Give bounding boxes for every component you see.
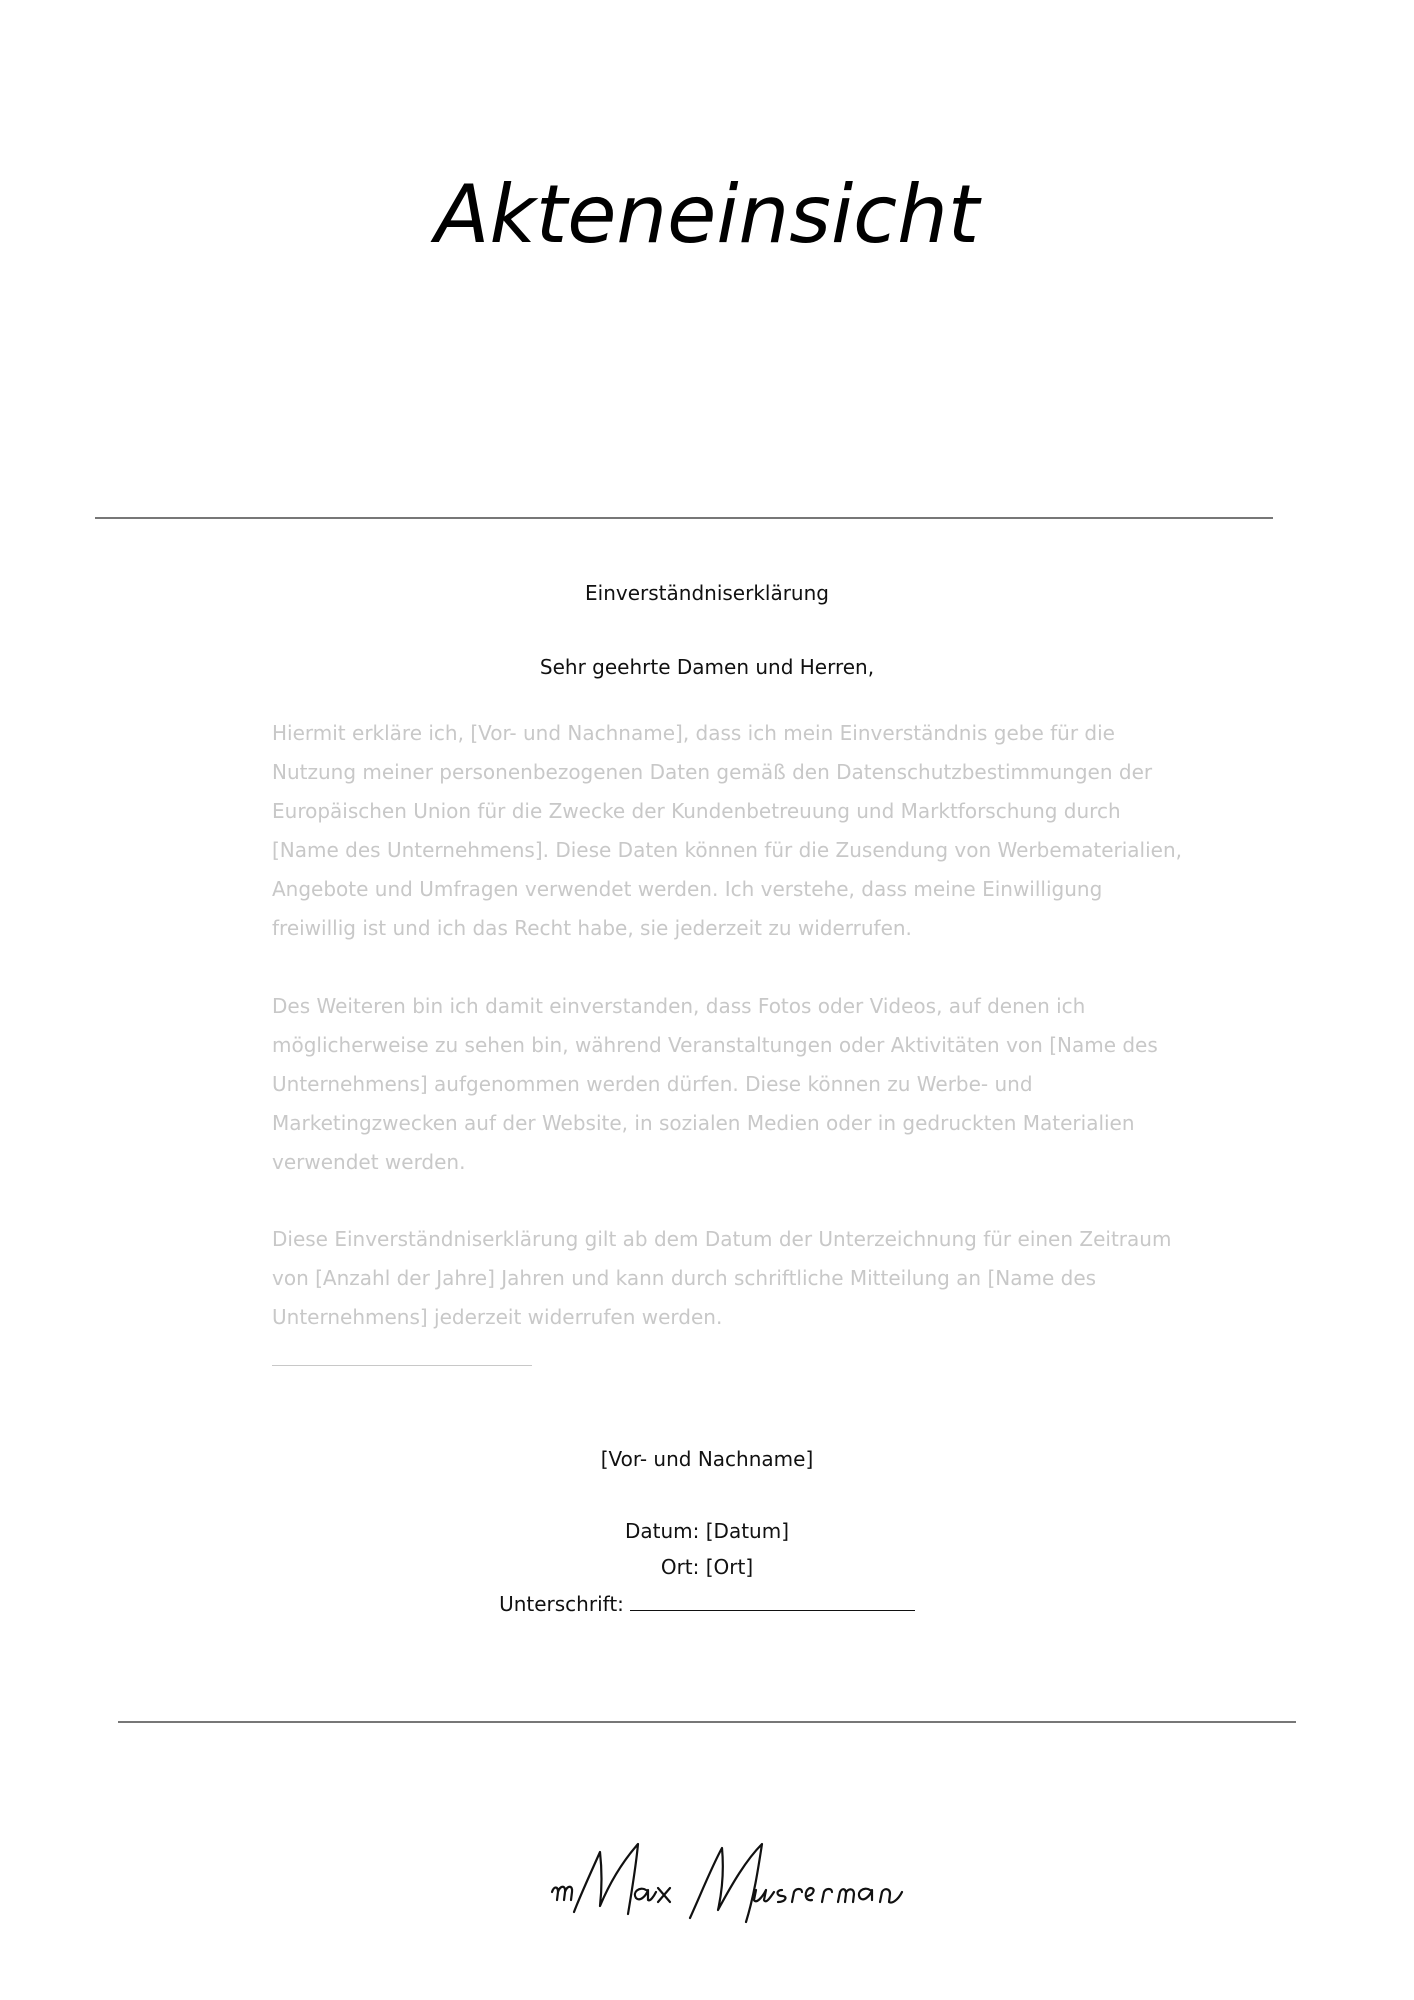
top-divider (95, 517, 1273, 519)
paragraph-2-text: Des Weiteren bin ich damit einverstanden, dass Fotos oder Videos, auf denen ich möglicherweise zu sehen bin, während Veranstaltungen oder Aktivitäten von [Name des Unternehmens] aufgenommen werden dürfen. Diese können zu Werbe- und Marketingzwecken auf der Website, in sozialen Medien oder in gedruckten Materialien verwendet werden. (272, 994, 1158, 1174)
signature-row (0, 1590, 1414, 1618)
signature-blank-field[interactable] (630, 1590, 915, 1611)
paragraph-1 (272, 714, 1192, 948)
name-placeholder: [Vor- und Nachname] (600, 1447, 814, 1471)
paragraph-3-text: Diese Einverständniserklärung gilt ab dem Datum der Unterzeichnung für einen Zeitraum von [Anzahl der Jahre] Jahren und kann durch schriftliche Mitteilung an [Name des Unternehmens] jederzeit widerrufen werden. (272, 1227, 1172, 1329)
salutation: Sehr geehrte Damen und Herren, (539, 655, 875, 679)
document-title: Akteneinsicht (434, 168, 980, 261)
place-line: Ort: [Ort] (660, 1555, 754, 1579)
paragraph-3 (272, 1220, 1192, 1337)
paragraph-1-text: Hiermit erkläre ich, [Vor- und Nachname], dass ich mein Einverständnis gebe für die Nutzung meiner personenbezogenen Daten gemäß den Datenschutzbestimmungen der Europäischen Union für die Zwecke der Kundenbetreuung und Marktforschung durch [Name des Unternehmens]. Diese Daten können für die Zusendung von Werbematerialien, Angebote und Umfragen verwendet werden. Ich verstehe, dass meine Einwilligung freiwillig ist und ich das Recht habe, sie jederzeit zu widerrufen. (272, 721, 1182, 940)
short-separator-line (272, 1365, 532, 1366)
handwritten-signature (540, 1830, 920, 1940)
date-line: Datum: [Datum] (624, 1519, 789, 1543)
section-heading: Einverständniserklärung (585, 581, 829, 605)
paragraph-2 (272, 987, 1192, 1182)
bottom-divider (118, 1721, 1296, 1723)
signature-label: Unterschrift: (499, 1592, 624, 1616)
